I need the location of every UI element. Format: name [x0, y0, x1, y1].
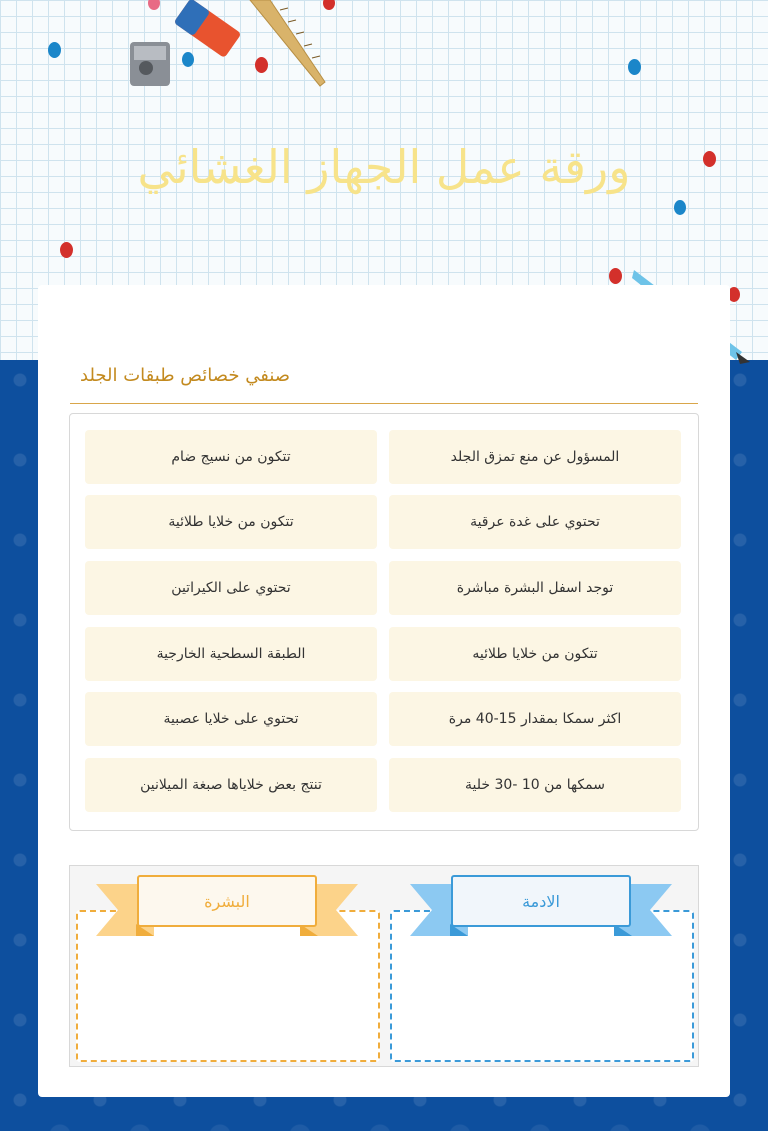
- draggable-item[interactable]: تنتج بعض خلاياها صبغة الميلانين: [85, 758, 377, 812]
- draggable-item[interactable]: تتكون من نسيج ضام: [85, 430, 377, 484]
- draggable-item[interactable]: تتكون من خلايا طلائيه: [389, 627, 681, 681]
- stationery-icons: [120, 0, 340, 100]
- category-label-epidermis: البشرة: [137, 875, 317, 927]
- draggable-item[interactable]: اكثر سمكا بمقدار 15-40 مرة: [389, 692, 681, 746]
- decor-dot: [674, 200, 686, 215]
- decor-dot: [60, 242, 73, 258]
- draggable-item[interactable]: سمكها من 10 -30 خلية: [389, 758, 681, 812]
- draggable-item[interactable]: تحتوي على غدة عرقية: [389, 495, 681, 549]
- draggable-item[interactable]: تتكون من خلايا طلائية: [85, 495, 377, 549]
- sharpener-icon: [130, 42, 170, 86]
- draggable-item[interactable]: الطبقة السطحية الخارجية: [85, 627, 377, 681]
- decor-dot: [48, 42, 61, 58]
- eraser-icon: [174, 0, 242, 58]
- category-label-dermis: الادمة: [451, 875, 631, 927]
- decor-dot: [609, 268, 622, 284]
- decor-dot: [628, 59, 641, 75]
- ruler-icon: [250, 0, 325, 86]
- activity-instruction: صنفي خصائص طبقات الجلد: [80, 365, 291, 386]
- draggable-item[interactable]: توجد اسفل البشرة مباشرة: [389, 561, 681, 615]
- draggable-item[interactable]: المسؤول عن منع تمزق الجلد: [389, 430, 681, 484]
- draggable-item[interactable]: تحتوي على خلايا عصبية: [85, 692, 377, 746]
- page-title: ورقة عمل الجهاز الغشائي: [137, 140, 631, 194]
- activity-header: [70, 363, 698, 404]
- draggable-item[interactable]: تحتوي على الكيراتين: [85, 561, 377, 615]
